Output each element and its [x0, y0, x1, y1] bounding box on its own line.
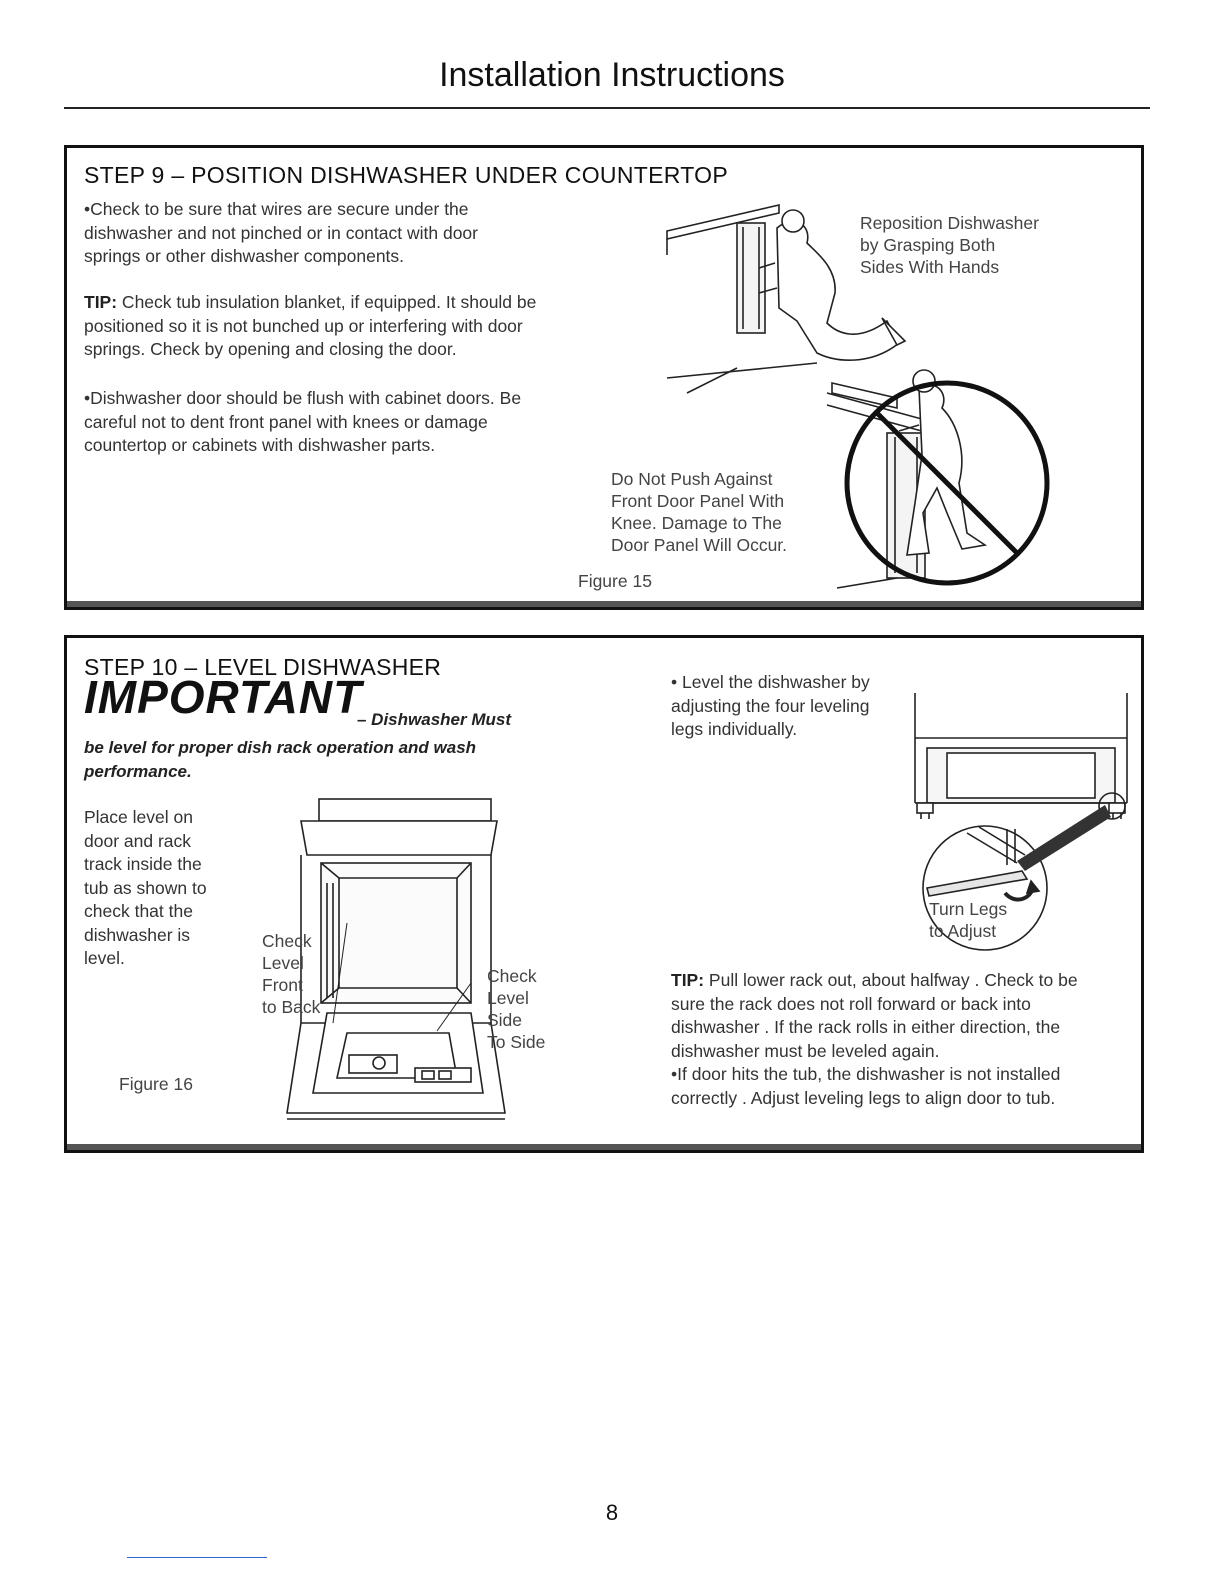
- door-hits-bullet: •If door hits the tub, the dishwasher is not installed correctly . Adjust leveling legs to align door to tub.: [671, 1064, 1061, 1108]
- step9-bullet-flush: •Dishwasher door should be flush with cabinet doors. Be careful not to dent front panel with knees or damage countertop or cabinets with dishwasher parts.: [84, 388, 522, 455]
- step10-heading: STEP 10 – LEVEL DISHWASHER: [84, 654, 442, 680]
- step10-tip-text: Pull lower rack out, about halfway . Check to be sure the rack does not roll forward or back into dishwasher . If the rack rolls in either direction, the dishwasher must be leveled again.: [671, 970, 1078, 1061]
- step9-panel: [64, 145, 1144, 610]
- step9-tip: [84, 291, 554, 362]
- step9-tip-label: TIP:: [84, 292, 118, 312]
- page-number: 8: [605, 1500, 619, 1525]
- label-check-side: Check Level Side To Side: [487, 966, 546, 1052]
- level-bullet: • Level the dishwasher by adjusting the four leveling legs individually.: [671, 672, 870, 739]
- important-line2: be level for proper dish rack operation and wash performance.: [84, 738, 477, 781]
- step10-tip: [671, 969, 1101, 1063]
- label-check-front: Check Level Front to Back: [262, 931, 321, 1017]
- label-do-not-push: Do Not Push Against Front Door Panel With Knee. Damage to The Door Panel Will Occur.: [611, 469, 788, 555]
- figure16-caption: Figure 16: [119, 1074, 193, 1094]
- step10-tip-label: TIP:: [671, 970, 705, 990]
- step9-heading: STEP 9 – POSITION DISHWASHER UNDER COUNTERTOP: [84, 162, 728, 188]
- step9-bullet-wires: •Check to be sure that wires are secure under the dishwasher and not pinched or in contact with door springs or other dishwasher components.: [84, 199, 478, 266]
- label-reposition: Reposition Dishwasher by Grasping Both Sides With Hands: [860, 213, 1039, 277]
- footer-rule: [127, 1557, 267, 1558]
- label-turn-legs: Turn Legs to Adjust: [929, 899, 1008, 941]
- figure15-caption: Figure 15: [578, 571, 652, 591]
- important-word: IMPORTANT: [84, 671, 363, 723]
- place-level-text: Place level on door and rack track inside the tub as shown to check that the dishwasher is level.: [84, 807, 207, 968]
- step10-panel: [64, 635, 1144, 1153]
- page-title: Installation Instructions: [439, 56, 785, 94]
- important-rest: – Dishwasher Must: [357, 710, 511, 729]
- title-divider: [64, 107, 1150, 109]
- step9-tip-text: Check tub insulation blanket, if equipped. It should be positioned so it is not bunched up or interfering with door springs. Check by opening and closing the door.: [84, 292, 537, 359]
